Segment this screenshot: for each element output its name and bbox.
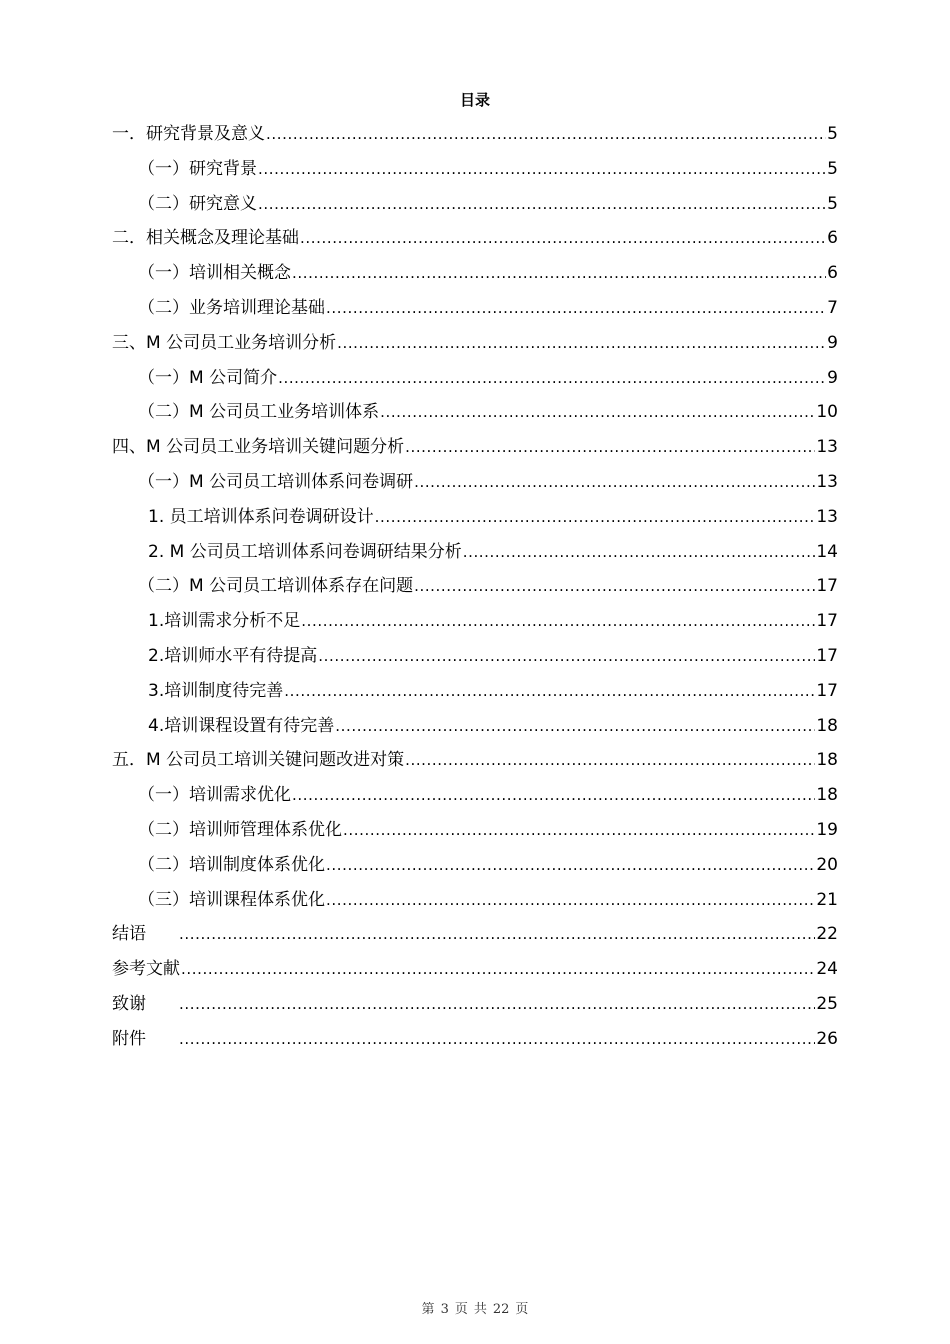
toc-title: 目录 [459,91,490,109]
toc-entry-page: 26 [816,1028,838,1049]
toc-entry[interactable] [112,500,838,535]
toc-entry-page: 22 [816,924,838,945]
toc-entry-label: （一）培训需求优化 [138,785,291,806]
toc-leader-dots [326,883,815,918]
toc-leader-dots [318,639,815,674]
toc-leader-dots [326,848,815,883]
toc-entry-page: 10 [816,402,838,423]
toc-entry-label: （二）研究意义 [138,193,257,214]
toc-entry[interactable] [112,917,838,952]
toc-entry-label: 4.培训课程设置有待完善 [148,715,335,736]
toc-leader-dots [343,813,815,848]
toc-entry[interactable] [112,674,838,709]
toc-entry-label: （二）M 公司员工培训体系存在问题 [138,576,414,597]
toc-leader-dots [179,917,815,952]
toc-entry[interactable] [112,395,838,430]
toc-entry[interactable] [112,535,838,570]
toc-entry-page: 17 [816,576,838,597]
toc-entry[interactable] [112,221,838,256]
toc-leader-dots [181,952,815,987]
toc-entry[interactable] [112,152,838,187]
toc-leader-dots [278,361,826,396]
toc-entry-label: （二）培训师管理体系优化 [138,819,342,840]
toc-entry-page: 17 [816,680,838,701]
toc-leader-dots [414,465,815,500]
toc-entry-page: 6 [827,263,838,284]
footer-current-page: 3 [440,1302,449,1317]
toc-entry[interactable] [112,1022,838,1057]
toc-entry-page: 5 [827,193,838,214]
toc-leader-dots [266,117,826,152]
toc-entry[interactable] [112,430,838,465]
toc-entry[interactable] [112,952,838,987]
toc-entry-label: 附件 [112,1028,146,1049]
toc-entry-label: 致谢 [112,993,146,1014]
toc-entry-label: （二）培训制度体系优化 [138,854,325,875]
toc-entry[interactable] [112,639,838,674]
toc-entry-label: 一．研究背景及意义 [112,124,265,144]
toc-entry-label: （二）业务培训理论基础 [138,297,325,318]
toc-entry-page: 17 [816,611,838,632]
toc-entry-label: （一）培训相关概念 [138,263,291,284]
toc-entry-page: 17 [816,645,838,666]
toc-entry-page: 14 [816,541,838,562]
toc-entry-label: 1. 员工培训体系问卷调研设计 [148,506,374,527]
toc-leader-dots [375,500,816,535]
toc-entry-label: 五．M 公司员工培训关键问题改进对策 [112,750,405,771]
footer-suffix: 页 [515,1302,529,1317]
toc-entry-label: （一）M 公司员工培训体系问卷调研 [138,471,414,492]
toc-entry-page: 24 [816,959,838,980]
toc-leader-dots [179,987,815,1022]
toc-leader-dots [292,256,826,291]
toc-entry[interactable] [112,326,838,361]
toc-leader-dots [292,778,815,813]
toc-entry-page: 18 [816,715,838,736]
toc-entry-label: 1.培训需求分析不足 [148,611,301,632]
footer-total-pages: 22 [492,1302,510,1317]
toc-entry[interactable] [112,117,838,152]
toc-entry-page: 25 [816,993,838,1014]
toc-entry-label: （三）培训课程体系优化 [138,889,325,910]
toc-entry-label: （一）研究背景 [138,158,257,179]
toc-entry[interactable] [112,848,838,883]
toc-entry-page: 5 [827,124,838,144]
toc-entry-page: 18 [816,785,838,806]
toc-entry[interactable] [112,813,838,848]
table-of-contents [112,117,838,1057]
toc-entry[interactable] [112,569,838,604]
toc-leader-dots [414,569,815,604]
toc-entry-page: 13 [816,506,838,527]
toc-entry-label: （二）M 公司员工业务培训体系 [138,402,380,423]
toc-leader-dots [284,674,815,709]
toc-leader-dots [258,152,826,187]
toc-entry-page: 20 [816,854,838,875]
toc-leader-dots [326,291,826,326]
toc-leader-dots [179,1022,815,1057]
toc-leader-dots [258,187,826,222]
footer-total-word: 共 [473,1302,487,1317]
toc-entry-page: 19 [816,819,838,840]
toc-leader-dots [300,221,826,256]
footer-page-word: 页 [454,1302,468,1317]
toc-entry[interactable] [112,465,838,500]
toc-entry[interactable] [112,778,838,813]
toc-leader-dots [463,535,816,570]
toc-entry[interactable] [112,187,838,222]
toc-entry-label: 参考文献 [112,959,180,980]
toc-entry-page: 7 [827,297,838,318]
toc-leader-dots [337,326,826,361]
toc-entry-label: 四、M 公司员工业务培训关键问题分析 [112,437,405,458]
toc-leader-dots [405,430,815,465]
toc-entry[interactable] [112,361,838,396]
toc-entry-page: 21 [816,889,838,910]
toc-entry-label: 结语 [112,924,146,945]
toc-entry[interactable] [112,743,838,778]
toc-entry-label: 2. M 公司员工培训体系问卷调研结果分析 [148,541,462,562]
footer-prefix: 第 [421,1302,435,1317]
toc-entry-label: （一）M 公司简介 [138,367,278,388]
toc-entry-page: 5 [827,158,838,179]
toc-entry[interactable] [112,604,838,639]
toc-entry-page: 6 [827,228,838,249]
toc-entry-label: 3.培训制度待完善 [148,680,284,701]
toc-entry[interactable] [112,883,838,918]
page-footer [0,1298,950,1317]
toc-entry[interactable] [112,291,838,326]
toc-leader-dots [380,395,815,430]
toc-leader-dots [301,604,815,639]
toc-entry-label: 2.培训师水平有待提高 [148,645,318,666]
toc-entry[interactable] [112,709,838,744]
toc-entry-page: 13 [816,471,838,492]
toc-leader-dots [335,709,815,744]
toc-leader-dots [405,743,815,778]
toc-entry-label: 三、M 公司员工业务培训分析 [112,332,337,353]
toc-entry[interactable] [112,256,838,291]
toc-entry-page: 9 [827,367,838,388]
toc-entry-page: 13 [816,437,838,458]
toc-entry[interactable] [112,987,838,1022]
toc-entry-label: 二．相关概念及理论基础 [112,228,299,249]
toc-entry-page: 9 [827,332,838,353]
toc-entry-page: 18 [816,750,838,771]
